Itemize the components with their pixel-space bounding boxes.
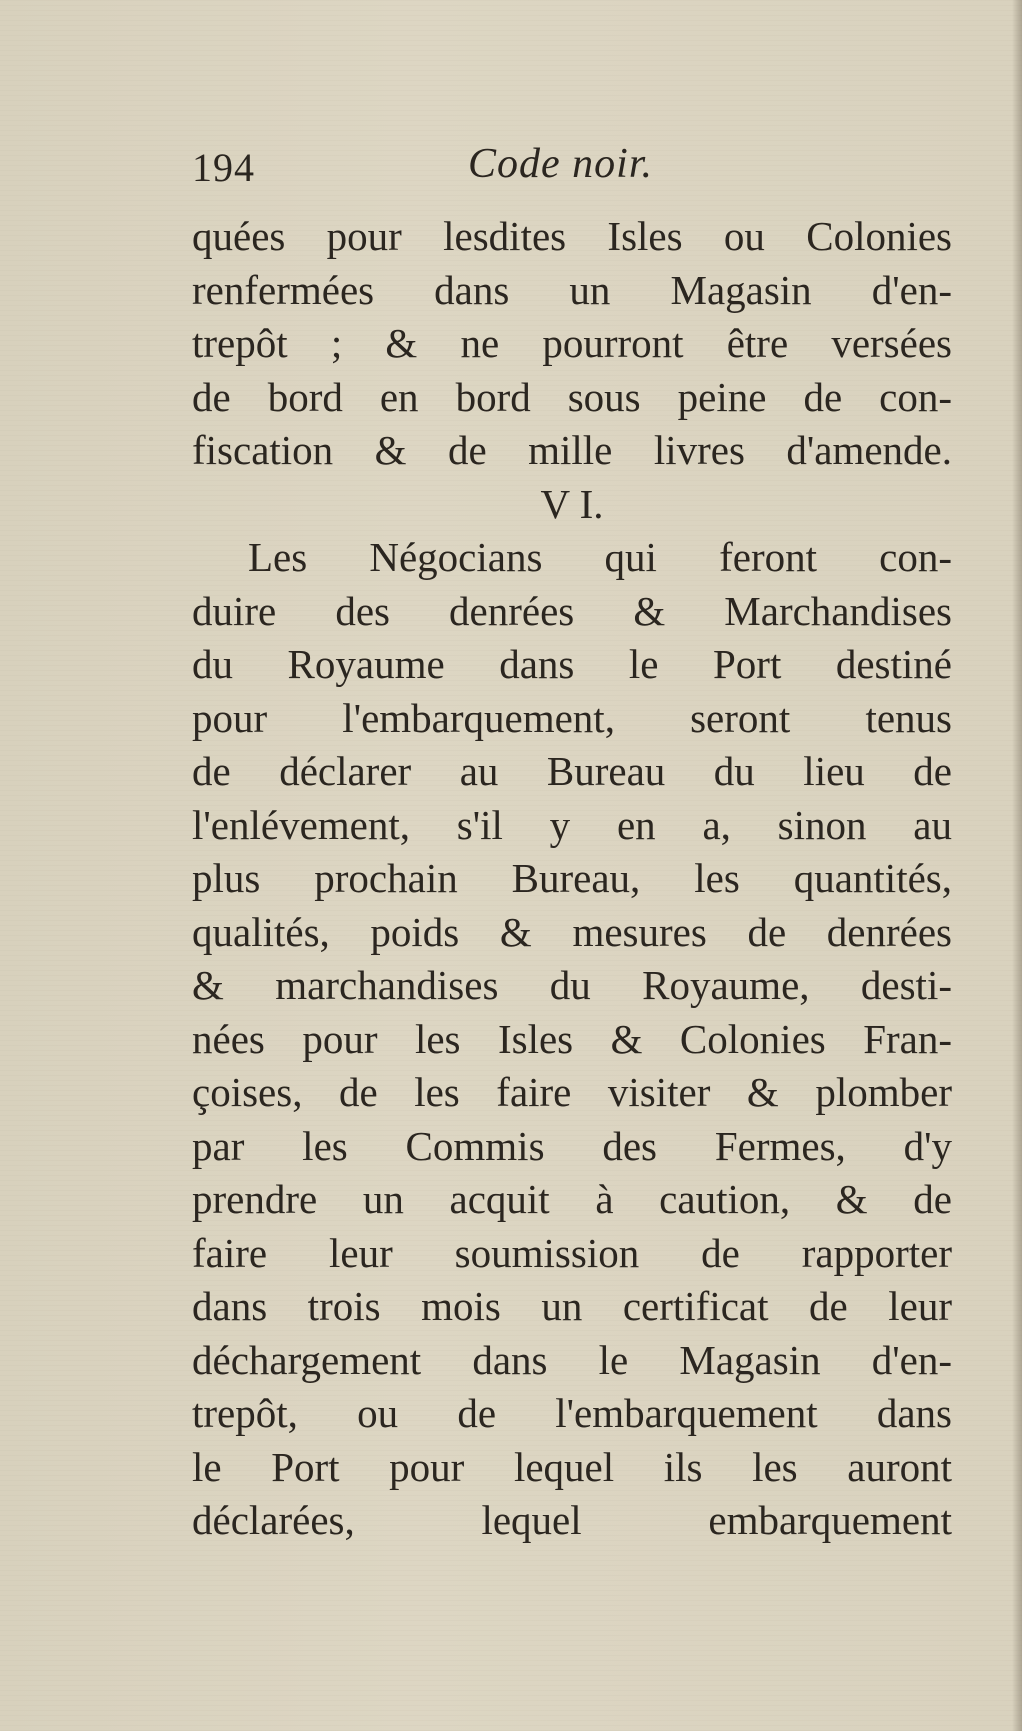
text-line: déclarées, lequel embarquement [192, 1497, 952, 1543]
text-line: & marchandises du Royaume, desti- [192, 962, 952, 1008]
text-line: le Port pour lequel ils les auront [192, 1443, 952, 1490]
text-line: de déclarer au Bureau du lieu de [192, 748, 952, 794]
text-line: par les Commis des Fermes, d'y [192, 1122, 952, 1169]
text-line: plus prochain Bureau, les quantités, [192, 855, 952, 901]
text-line: faire leur soumission de rapporter [192, 1229, 952, 1276]
text-line: trepôt ; & ne pourront être versées [192, 320, 952, 366]
section-heading: V I. [540, 480, 604, 527]
text-line: trepôt, ou de l'embarquement dans [192, 1390, 952, 1436]
text-line: l'enlévement, s'il y en a, sinon au [192, 801, 952, 848]
text-line: pour l'embarquement, seront tenus [192, 694, 952, 741]
text-line: prendre un acquit à caution, & de [192, 1176, 952, 1222]
text-line: du Royaume dans le Port destiné [192, 641, 952, 687]
page-header [192, 140, 952, 190]
page-number: 194 [192, 145, 255, 190]
text-line: Les Négocians qui feront con- [248, 534, 952, 580]
text-line: dans trois mois un certificat de leur [192, 1283, 952, 1329]
text-line: quées pour lesdites Isles ou Colonies [192, 213, 952, 259]
text-line: fiscation & de mille livres d'amende. [192, 427, 952, 473]
page-edge-shadow [1012, 0, 1022, 1731]
text-line: çoises, de les faire visiter & plomber [192, 1069, 952, 1115]
text-line: de bord en bord sous peine de con- [192, 373, 952, 420]
text-line: qualités, poids & mesures de denrées [192, 908, 952, 955]
body-text [192, 210, 952, 1548]
text-line: nées pour les Isles & Colonies Fran- [192, 1015, 952, 1062]
running-title: Code noir. [468, 141, 654, 187]
text-line: déchargement dans le Magasin d'en- [192, 1336, 952, 1383]
text-line: renfermées dans un Magasin d'en- [192, 266, 952, 313]
text-line: duire des denrées & Marchandises [192, 587, 952, 634]
